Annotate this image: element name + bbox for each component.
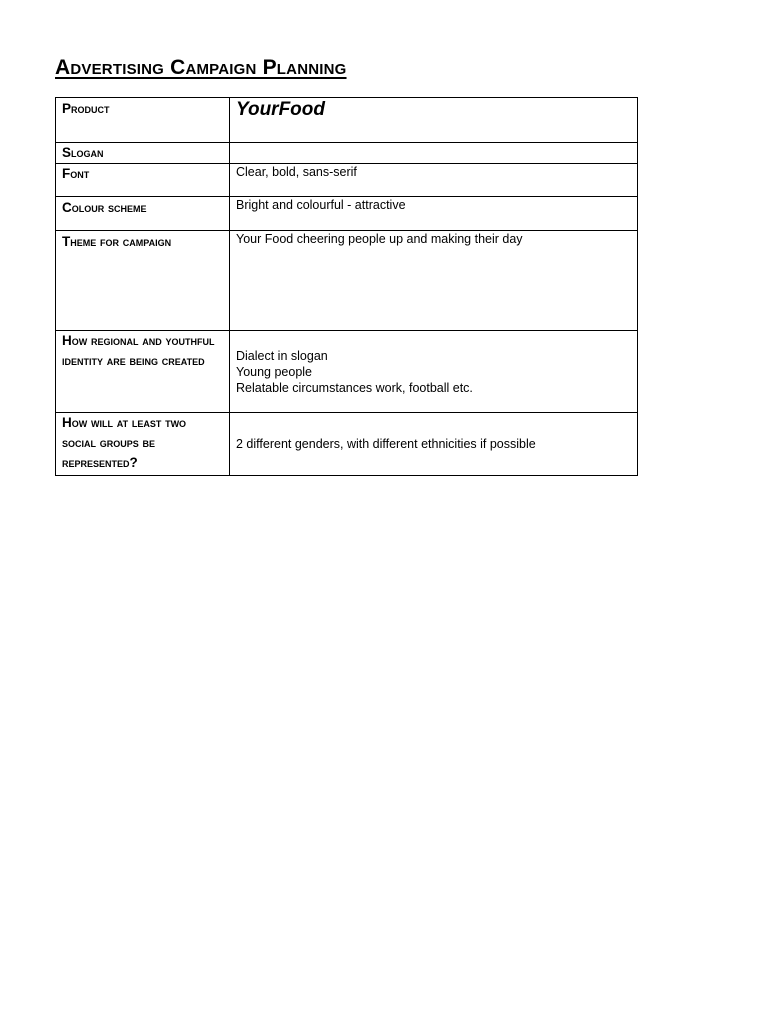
row-label-social-groups: How will at least two social groups be represented?	[56, 413, 230, 476]
row-value-colour-scheme: Bright and colourful - attractive	[230, 197, 638, 231]
row-label-font: Font	[56, 164, 230, 197]
table-row-product	[56, 98, 638, 143]
table-row-social-groups	[56, 413, 638, 476]
row-value-theme: Your Food cheering people up and making their day	[230, 231, 638, 331]
row-value-product: YourFood	[230, 98, 638, 143]
document-title: Advertising Campaign Planning	[55, 56, 347, 79]
table-row-theme	[56, 231, 638, 331]
identity-line: Young people	[236, 364, 313, 379]
table-row-font	[56, 164, 638, 197]
identity-line: Dialect in slogan	[236, 348, 328, 363]
table-row-identity	[56, 331, 638, 413]
row-label-identity: How regional and youthful identity are being created	[56, 331, 230, 413]
table-row-slogan	[56, 143, 638, 164]
row-label-product: Product	[56, 98, 230, 143]
row-value-social-groups: 2 different genders, with different ethnicities if possible	[230, 413, 638, 476]
row-label-slogan: Slogan	[56, 143, 230, 164]
row-value-font: Clear, bold, sans-serif	[230, 164, 638, 197]
row-value-identity	[230, 331, 638, 413]
identity-line: Relatable circumstances work, football etc.	[236, 380, 473, 395]
row-label-colour-scheme: Colour scheme	[56, 197, 230, 231]
table-row-colour-scheme	[56, 197, 638, 231]
campaign-planning-table	[55, 97, 638, 476]
row-value-slogan	[230, 143, 638, 164]
row-label-theme: Theme for campaign	[56, 231, 230, 331]
